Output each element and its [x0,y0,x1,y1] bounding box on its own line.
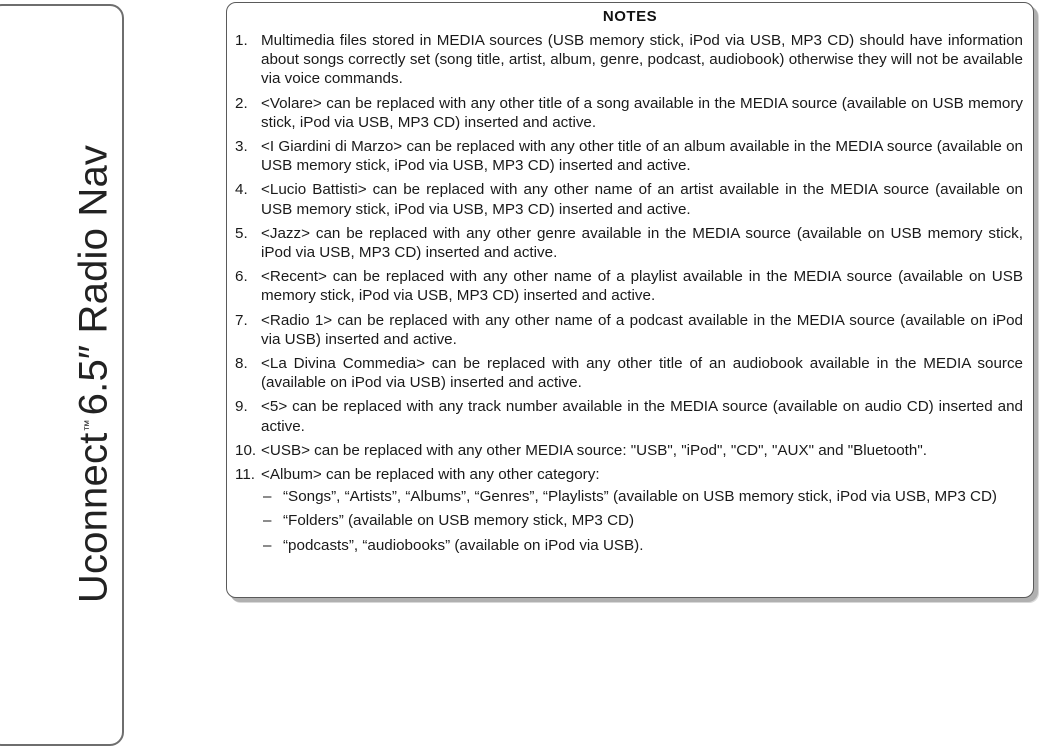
note-item-4 [235,180,1023,218]
note-text: <La Divina Commedia> can be replaced with any other title of an audiobook available in the MEDIA source (available on iPod via USB) inserted and active. [261,355,1023,392]
note-item-2 [235,94,1023,132]
note-text: <I Giardini di Marzo> can be replaced with any other title of an album available in the MEDIA source (available on USB memory stick, iPod via USB, MP3 CD) inserted and active. [261,138,1023,175]
note-item-8 [235,354,1023,392]
note-number: 8. [235,355,248,373]
note-text: <Recent> can be replaced with any other name of a playlist available in the MEDIA source (available on USB memory stick, iPod via USB, MP3 CD) inserted and active. [261,268,1023,305]
sub-item-text: “podcasts”, “audiobooks” (available on iPod via USB). [283,536,644,554]
sub-item-text: “Songs”, “Artists”, “Albums”, “Genres”, “Playlists” (available on USB memory stick, iPod via USB, MP3 CD) [283,488,997,506]
note-number: 9. [235,398,248,416]
note-item-6 [235,267,1023,305]
note-item-7 [235,311,1023,349]
dash-marker: – [263,536,272,554]
section-title [72,145,117,603]
note-text: <5> can be replaced with any track number available in the MEDIA source (available on audio CD) inserted and active. [261,398,1023,435]
section-title-brand: Uconnect [71,432,116,604]
notes-list [235,31,1023,560]
category-sub-item [261,487,1023,506]
note-item-11 [235,465,1023,555]
section-title-model: 6.5″ Radio Nav [71,144,116,416]
notes-heading: NOTES [602,8,658,25]
category-sub-item [261,536,1023,555]
note-text: <Radio 1> can be replaced with any other name of a podcast available in the MEDIA source (available on iPod via USB) inserted and active. [261,311,1023,348]
note-number: 1. [235,32,248,49]
category-sub-list [261,487,1023,555]
note-item-9 [235,397,1023,435]
note-number: 2. [235,94,248,112]
note-item-10 [235,441,1023,460]
note-item-5 [235,224,1023,262]
note-number: 3. [235,138,248,156]
category-sub-item [261,511,1023,530]
note-text: <Jazz> can be replaced with any other genre available in the MEDIA source (available on USB memory stick, iPod via USB, MP3 CD) inserted and active. [261,224,1023,262]
note-text: Multimedia files stored in MEDIA sources (USB memory stick, iPod via USB, MP3 CD) should have information about songs correctly set (song title, artist, album, genre, podcast, audiobook) otherwise they will not be available via voice commands. [261,32,1023,88]
dash-marker: – [263,512,272,530]
notes-box [226,2,1034,598]
note-number: 11. [235,466,255,484]
trademark-mark: ™ [81,419,96,432]
note-item-3 [235,137,1023,175]
sub-item-text: “Folders” (available on USB memory stick, MP3 CD) [283,512,635,530]
note-item-1 [235,31,1023,89]
dash-marker: – [263,488,272,506]
note-text: <USB> can be replaced with any other MEDIA source: "USB", "iPod", "CD", "AUX" and "Bluetooth". [261,441,927,459]
note-number: 10. [235,441,257,459]
note-text: <Volare> can be replaced with any other title of a song available in the MEDIA source (available on USB memory stick, iPod via USB, MP3 CD) inserted and active. [261,94,1023,131]
note-text: <Lucio Battisti> can be replaced with any other name of an artist available in the MEDIA source (available on USB memory stick, iPod via USB, MP3 CD) inserted and active. [261,181,1023,218]
note-number: 7. [235,311,248,329]
note-number: 5. [235,224,248,242]
note-number: 4. [235,181,248,199]
note-text: <Album> can be replaced with any other category: [261,466,600,484]
note-number: 6. [235,268,248,286]
